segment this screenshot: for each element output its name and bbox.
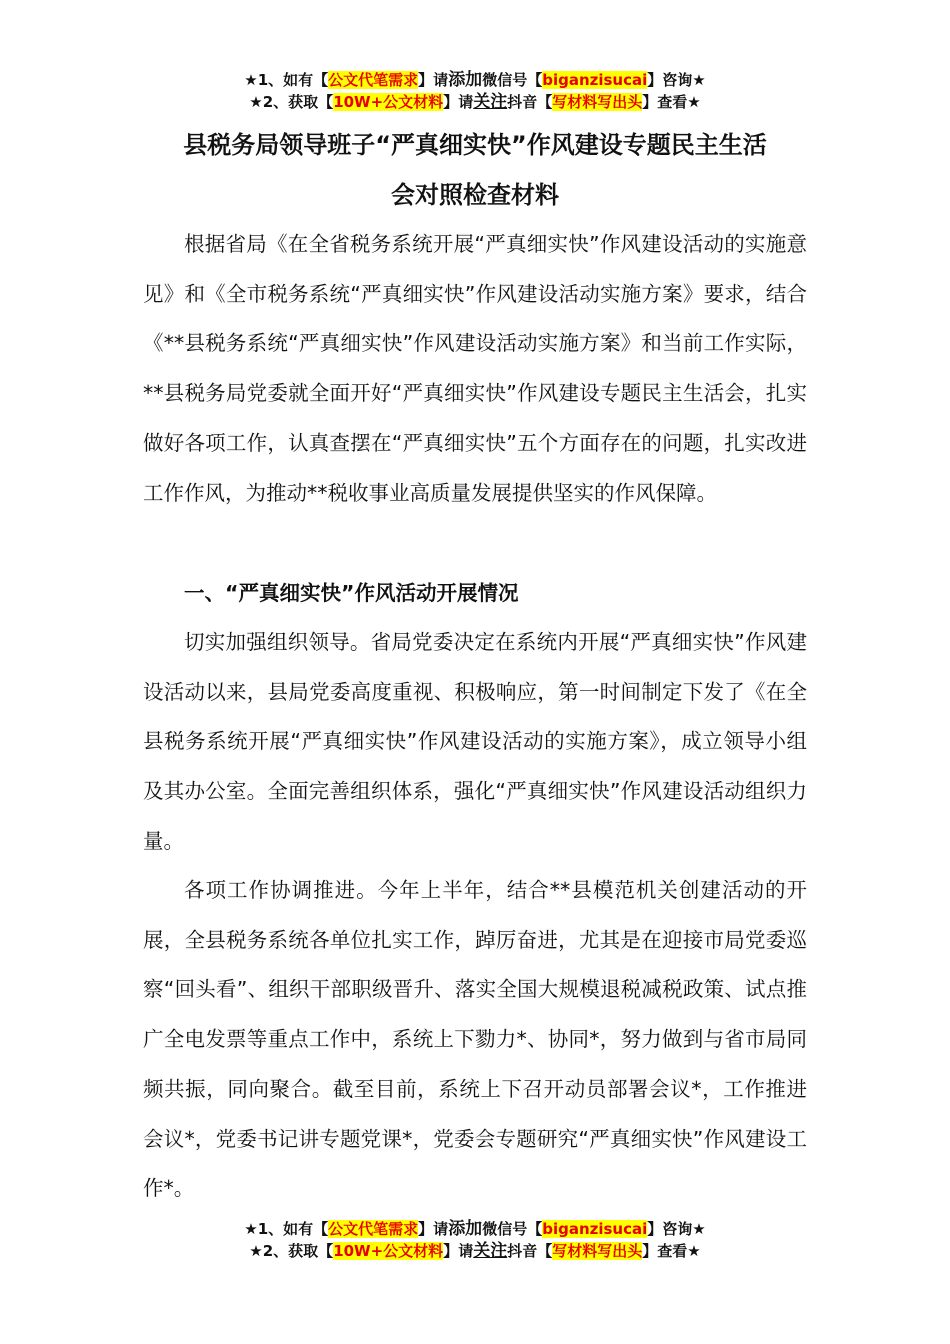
body-paragraph-progress: 各项工作协调推进。今年上半年，结合**县模范机关创建活动的开展，全县税务系统各单位扎实工作，踔厉奋进，尤其是在迎接市局党委巡察“回头看”、组织干部职级晋升、落实全国大规模退税减税政策、试点推广全电发票等重点工作中，系统上下勠力*、协同*，努力做到与省市局同频共振，同向聚合。截至目前，系统上下召开动员部署会议*，工作推进会议*，党委书记讲专题党课*，党委会专题研究“严真细实快”作风建设工作*。	[143, 878, 807, 1201]
promo-line-2	[0, 91, 950, 113]
promo-highlight-writing-service: 公文代笔需求	[328, 71, 419, 89]
document-title-line-2: 会对照检查材料	[391, 181, 559, 209]
promo-text: ★2、获取【	[249, 1242, 334, 1260]
promo-emphasis: 添加	[448, 1219, 483, 1239]
intro-paragraph: 根据省局《在全省税务系统开展“严真细实快”作风建设活动的实施意见》和《全市税务系统“严真细实快”作风建设活动实施方案》要求，结合《**县税务系统“严真细实快”作风建设活动实施方案》和当前工作实际，**县税务局党委就全面开好“严真细实快”作风建设专题民主生活会，扎实做好各项工作，认真查摆在“严真细实快”五个方面存在的问题，扎实改进工作作风，为推动**税收事业高质量发展提供坚实的作风保障。	[143, 232, 807, 505]
promo-highlight-douyin-account: 写材料写出头	[552, 1242, 643, 1260]
promo-text: ★2、获取【	[249, 93, 334, 111]
promo-emphasis: 关注	[473, 1241, 508, 1261]
promo-line-1	[0, 1218, 950, 1240]
promo-text: 】查看★	[642, 1242, 701, 1260]
promo-highlight-douyin-account: 写材料写出头	[552, 93, 643, 111]
body-paragraph-organization: 切实加强组织领导。省局党委决定在系统内开展“严真细实快”作风建设活动以来，县局党委高度重视、积极响应，第一时间制定下发了《在全县税务系统开展“严真细实快”作风建设活动的实施方案》，成立领导小组及其办公室。全面完善组织体系，强化“严真细实快”作风建设活动组织力量。	[143, 630, 807, 853]
promo-line-2	[0, 1240, 950, 1262]
bottom-promo-banner	[0, 1218, 950, 1262]
promo-emphasis: 添加	[448, 70, 483, 90]
promo-text: 】查看★	[642, 93, 701, 111]
promo-text: 】请	[418, 71, 449, 89]
promo-text: 】请	[443, 1242, 474, 1260]
promo-text: 】请	[418, 1220, 449, 1238]
promo-text: 抖音【	[507, 93, 553, 111]
promo-text: 】咨询★	[647, 71, 706, 89]
top-promo-banner	[0, 69, 950, 113]
promo-line-1	[0, 69, 950, 91]
promo-text: 微信号【	[482, 1220, 543, 1238]
promo-highlight-wechat-id: biganzisucai	[542, 71, 648, 89]
promo-text: ★1、如有【	[244, 1220, 329, 1238]
promo-highlight-materials: 10W+公文材料	[333, 93, 444, 111]
promo-highlight-writing-service: 公文代笔需求	[328, 1220, 419, 1238]
promo-text: 微信号【	[482, 71, 543, 89]
promo-text: ★1、如有【	[244, 71, 329, 89]
promo-highlight-materials: 10W+公文材料	[333, 1242, 444, 1260]
promo-text: 】请	[443, 93, 474, 111]
section-heading-1: 一、“严真细实快”作风活动开展情况	[184, 581, 519, 605]
promo-highlight-wechat-id: biganzisucai	[542, 1220, 648, 1238]
promo-text: 抖音【	[507, 1242, 553, 1260]
promo-emphasis: 关注	[473, 92, 508, 112]
document-title-line-1: 县税务局领导班子“严真细实快”作风建设专题民主生活	[183, 131, 767, 159]
promo-text: 】咨询★	[647, 1220, 706, 1238]
document-title	[143, 120, 807, 220]
